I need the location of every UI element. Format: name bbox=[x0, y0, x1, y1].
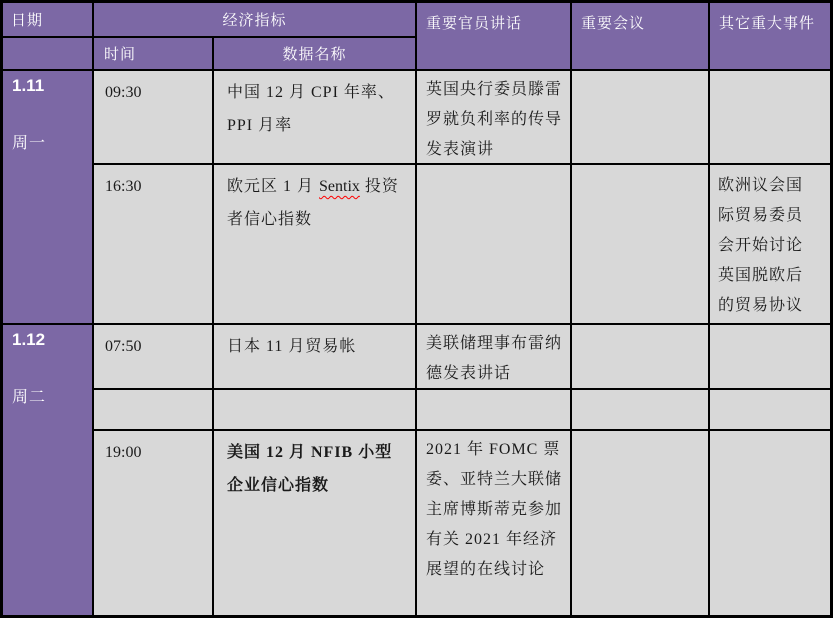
weekday-label: 周一 bbox=[12, 135, 47, 152]
other-events-cell[interactable] bbox=[710, 431, 830, 615]
speech-cell[interactable] bbox=[417, 390, 570, 429]
indicator-cell[interactable] bbox=[214, 165, 415, 323]
indicator-text: 投资者信心指数 bbox=[227, 178, 399, 228]
date-label: 1.12 bbox=[12, 330, 46, 349]
indicator-cell[interactable] bbox=[214, 390, 415, 429]
header-important-meetings-label: 重要会议 bbox=[581, 16, 646, 32]
header-data-name-label: 数据名称 bbox=[282, 47, 347, 63]
date-cell-monday[interactable] bbox=[3, 71, 92, 323]
header-time[interactable] bbox=[94, 38, 212, 69]
time-cell[interactable] bbox=[94, 71, 212, 163]
speech-cell[interactable] bbox=[417, 431, 570, 615]
speech-text: 2021 年 FOMC 票委、亚特兰大联储主席博斯蒂克参加有关 2021 年经济展望的在线讨论 bbox=[426, 441, 563, 578]
speech-cell[interactable] bbox=[417, 325, 570, 388]
meeting-cell[interactable] bbox=[572, 165, 708, 323]
time-cell[interactable] bbox=[94, 431, 212, 615]
header-date-spacer-cell[interactable] bbox=[3, 38, 92, 69]
header-data-name[interactable] bbox=[214, 38, 415, 69]
meeting-cell[interactable] bbox=[572, 431, 708, 615]
time-value: 07:50 bbox=[105, 338, 142, 355]
weekday-label: 周二 bbox=[12, 389, 47, 406]
header-other-major-events[interactable] bbox=[710, 3, 830, 69]
time-value: 09:30 bbox=[105, 84, 142, 101]
header-important-meetings[interactable] bbox=[572, 3, 708, 69]
other-events-cell[interactable] bbox=[710, 165, 830, 323]
time-cell[interactable] bbox=[94, 165, 212, 323]
speech-cell[interactable] bbox=[417, 71, 570, 163]
indicator-text-bold: 美国 12 月 NFIB 小型企业信心指数 bbox=[227, 444, 393, 494]
header-economic-indicators-label: 经济指标 bbox=[222, 13, 287, 29]
indicator-cell[interactable] bbox=[214, 71, 415, 163]
header-date[interactable] bbox=[3, 3, 92, 36]
time-value: 19:00 bbox=[105, 444, 142, 461]
indicator-text: 日本 11 月贸易帐 bbox=[227, 338, 357, 355]
time-cell[interactable] bbox=[94, 325, 212, 388]
speech-text: 美联储理事布雷纳德发表讲话 bbox=[426, 335, 563, 382]
meeting-cell[interactable] bbox=[572, 325, 708, 388]
time-cell[interactable] bbox=[94, 390, 212, 429]
meeting-cell[interactable] bbox=[572, 390, 708, 429]
other-events-cell[interactable] bbox=[710, 71, 830, 163]
indicator-text: 欧元区 1 月 bbox=[227, 178, 320, 195]
date-cell-tuesday[interactable] bbox=[3, 325, 92, 615]
date-label: 1.11 bbox=[12, 76, 45, 95]
other-events-cell[interactable] bbox=[710, 390, 830, 429]
header-official-speeches-label: 重要官员讲话 bbox=[426, 16, 523, 32]
header-time-label: 时间 bbox=[104, 47, 137, 63]
header-date-label: 日期 bbox=[11, 13, 44, 29]
indicator-cell[interactable] bbox=[214, 325, 415, 388]
header-economic-indicators[interactable] bbox=[94, 3, 415, 36]
indicator-text: 中国 12 月 CPI 年率、PPI 月率 bbox=[227, 84, 395, 134]
other-events-text: 欧洲议会国际贸易委员会开始讨论英国脱欧后的贸易协议 bbox=[718, 177, 804, 314]
time-value: 16:30 bbox=[105, 178, 142, 195]
header-official-speeches[interactable] bbox=[417, 3, 570, 69]
meeting-cell[interactable] bbox=[572, 71, 708, 163]
spellcheck-squiggle-word: Sentix bbox=[319, 178, 360, 195]
speech-cell[interactable] bbox=[417, 165, 570, 323]
other-events-cell[interactable] bbox=[710, 325, 830, 388]
indicator-cell[interactable] bbox=[214, 431, 415, 615]
header-other-major-events-label: 其它重大事件 bbox=[719, 16, 816, 32]
speech-text: 英国央行委员滕雷罗就负利率的传导发表演讲 bbox=[426, 81, 563, 158]
